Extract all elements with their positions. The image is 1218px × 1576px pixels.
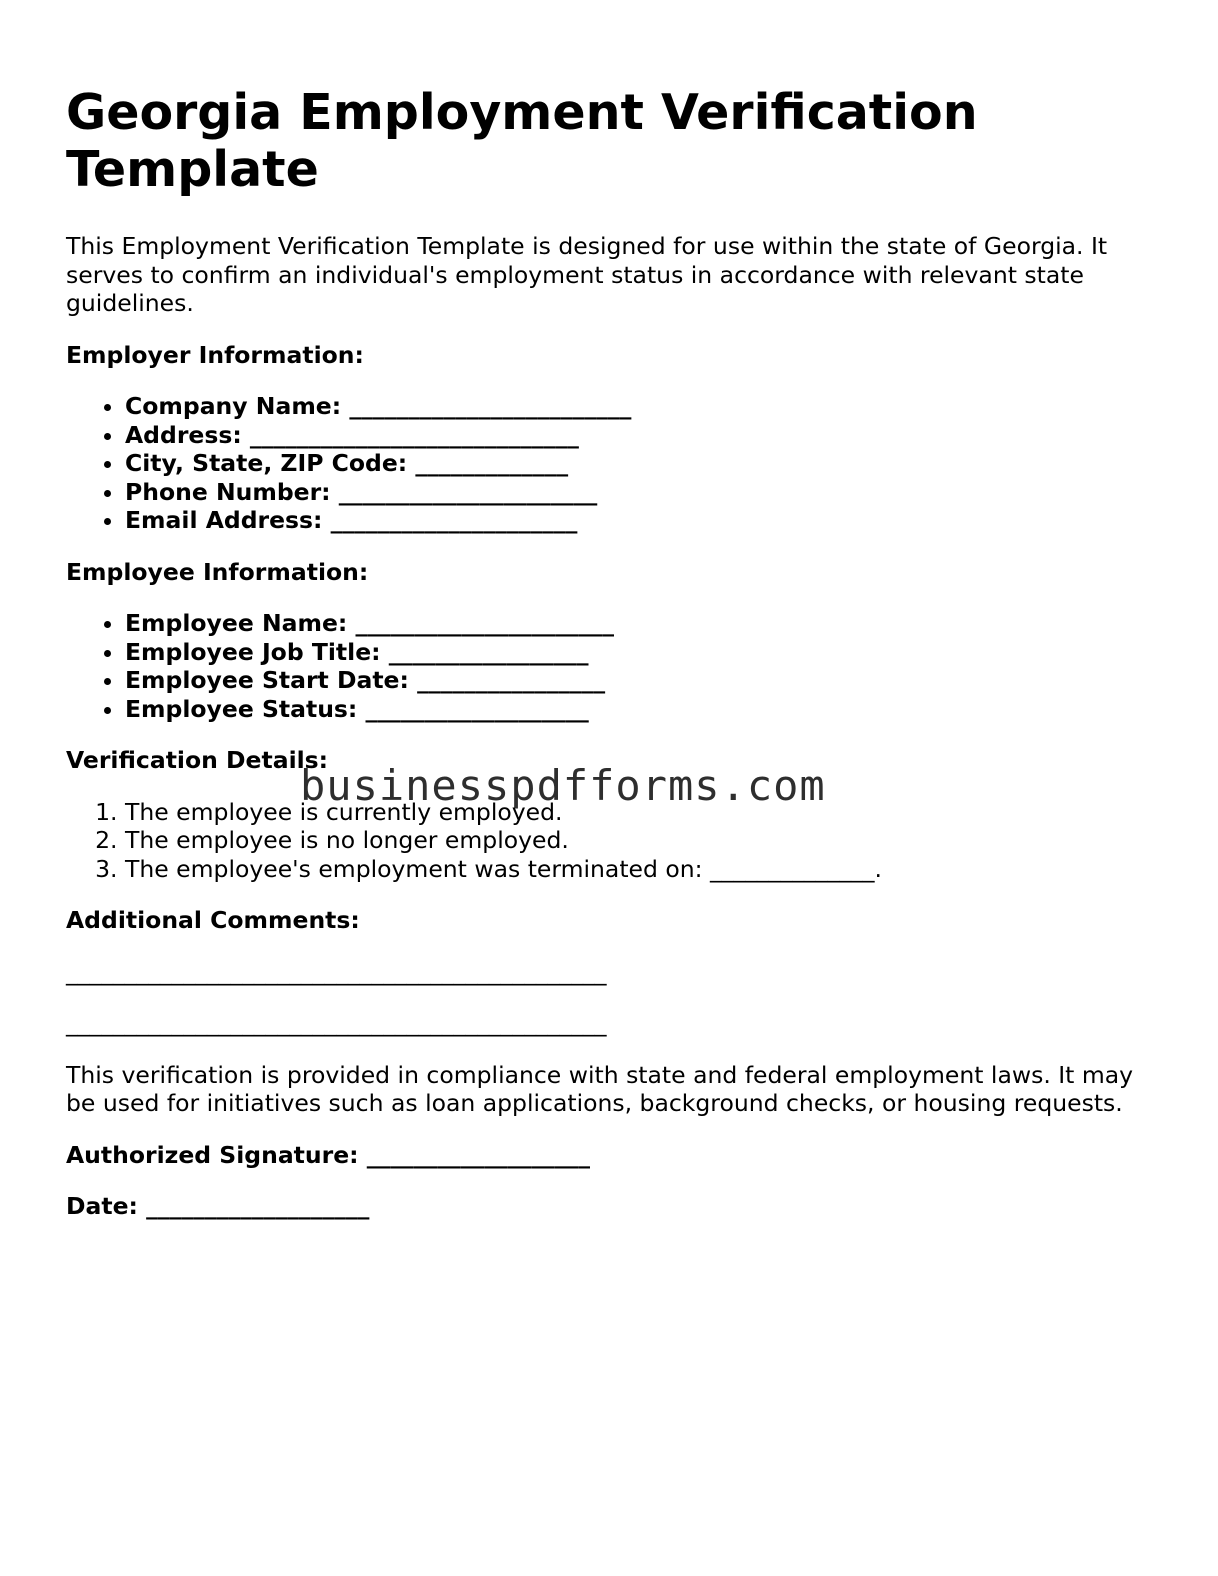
page-title: Georgia Employment Verification Template xyxy=(66,84,978,198)
verification-option-list xyxy=(66,798,1156,884)
verification-section-heading: Verification Details: xyxy=(66,746,329,774)
employer-field-list xyxy=(66,392,1156,535)
verification-option-currently-employed[interactable]: 1. The employee is currently employed. xyxy=(125,798,1156,827)
date-field[interactable]: Date: ___________________ xyxy=(66,1192,370,1220)
employer-section-heading: Employer Information: xyxy=(66,340,364,369)
employee-status-field[interactable]: • Employee Status: ___________________ xyxy=(125,695,1156,724)
employee-start-date-field[interactable]: • Employee Start Date: ________________ xyxy=(125,666,1156,695)
employee-field-list xyxy=(66,609,1156,723)
address-field[interactable]: • Address: ____________________________ xyxy=(125,421,1156,450)
employee-name-field[interactable]: • Employee Name: ______________________ xyxy=(125,609,1156,638)
compliance-paragraph: This verification is provided in compliance with state and federal employment laws. It may be used for initiatives such as loan applications, background checks, or housing requests. xyxy=(66,1060,1134,1117)
comments-line-1[interactable]: ______________________________________________ xyxy=(66,957,607,986)
watermark: businesspdfforms.com xyxy=(300,761,826,810)
verification-option-no-longer-employed[interactable]: 2. The employee is no longer employed. xyxy=(125,826,1156,855)
city-state-zip-field[interactable]: • City, State, ZIP Code: _____________ xyxy=(125,449,1156,478)
intro-paragraph: This Employment Verification Template is designed for use within the state of Georgia. It serves to confirm an individual's employment status in accordance with relevant state guidelines. xyxy=(66,232,1108,317)
comments-line-2[interactable]: ______________________________________________ xyxy=(66,1009,607,1037)
phone-number-field[interactable]: • Phone Number: ______________________ xyxy=(125,478,1156,507)
employee-section-heading: Employee Information: xyxy=(66,557,369,586)
verification-option-terminated[interactable]: 3. The employee's employment was terminated on: ______________. xyxy=(125,855,1156,884)
employee-job-title-field[interactable]: • Employee Job Title: _________________ xyxy=(125,638,1156,667)
email-address-field[interactable]: • Email Address: _____________________ xyxy=(125,506,1156,535)
document-page xyxy=(66,84,1156,1221)
authorized-signature-field[interactable]: Authorized Signature: ___________________ xyxy=(66,1140,590,1169)
comments-section-heading: Additional Comments: xyxy=(66,906,360,934)
company-name-field[interactable]: • Company Name: ________________________ xyxy=(125,392,1156,421)
